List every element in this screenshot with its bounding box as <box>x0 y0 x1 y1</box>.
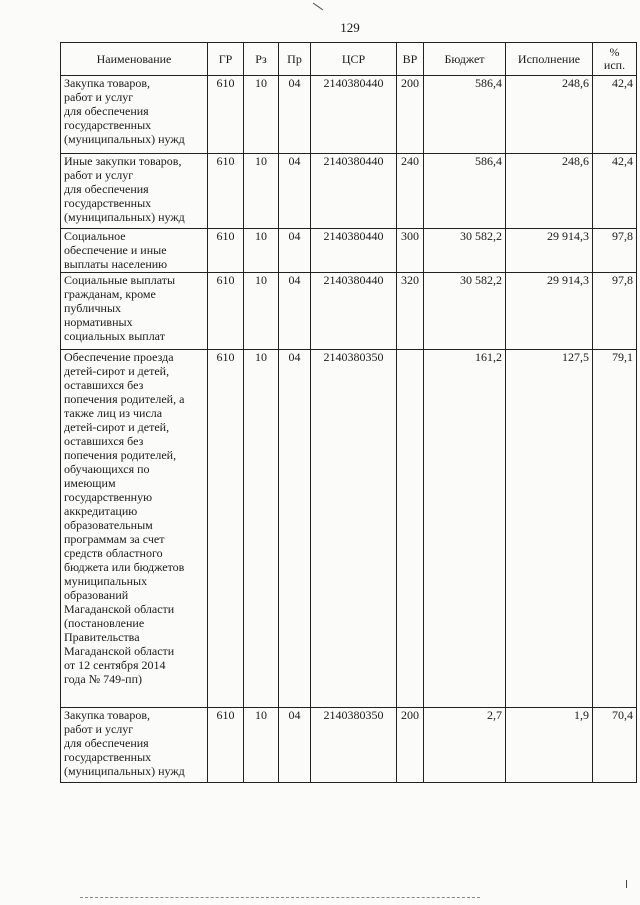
row-percent: 70,4 <box>593 708 637 783</box>
row-gr: 610 <box>208 350 244 708</box>
row-execution: 127,5 <box>506 350 593 708</box>
row-csr: 2140380350 <box>311 350 397 708</box>
row-name: Социальные выплаты гражданам, кроме публичных нормативных социальных выплат <box>61 273 208 350</box>
row-name: Обеспечение проезда детей-сирот и детей, оставшихся без попечения родителей, а также лиц из числа детей-сирот и детей, оставшихся без попечения родителей, обучающихся по имеющим государственную аккредитацию образовательным программам за счет средств областного бюджета или бюджетов муниципальных образований Магаданской области (постановление Правительства Магаданской области от 12 сентября 2014 года № 749-пп) <box>61 350 208 708</box>
row-gr: 610 <box>208 229 244 273</box>
header-rz: Рз <box>244 43 279 76</box>
row-vr: 200 <box>397 76 424 154</box>
row-budget: 586,4 <box>424 154 506 229</box>
page-number: 129 <box>340 20 360 35</box>
row-percent: 97,8 <box>593 273 637 350</box>
row-csr: 2140380440 <box>311 76 397 154</box>
header-budget: Бюджет <box>424 43 506 76</box>
row-execution: 248,6 <box>506 154 593 229</box>
budget-table <box>60 42 637 783</box>
row-vr: 320 <box>397 273 424 350</box>
row-budget: 30 582,2 <box>424 273 506 350</box>
row-pr: 04 <box>279 350 311 708</box>
row-budget: 2,7 <box>424 708 506 783</box>
row-percent: 79,1 <box>593 350 637 708</box>
header-pr: Пр <box>279 43 311 76</box>
row-name: Закупка товаров, работ и услуг для обеспечения государственных (муниципальных) нужд <box>61 708 208 783</box>
row-pr: 04 <box>279 154 311 229</box>
row-execution: 1,9 <box>506 708 593 783</box>
row-percent: 97,8 <box>593 229 637 273</box>
row-gr: 610 <box>208 708 244 783</box>
row-rz: 10 <box>244 154 279 229</box>
scan-footer-rule <box>80 897 480 898</box>
row-pr: 04 <box>279 273 311 350</box>
row-percent: 42,4 <box>593 76 637 154</box>
row-name: Социальное обеспечение и иные выплаты населению <box>61 229 208 273</box>
row-rz: 10 <box>244 229 279 273</box>
scan-corner-mark <box>626 880 627 888</box>
row-gr: 610 <box>208 154 244 229</box>
row-csr: 2140380440 <box>311 273 397 350</box>
table-row <box>61 229 637 273</box>
table-row <box>61 350 637 708</box>
header-percent: % исп. <box>593 43 637 76</box>
row-gr: 610 <box>208 273 244 350</box>
row-percent: 42,4 <box>593 154 637 229</box>
row-csr: 2140380440 <box>311 229 397 273</box>
scan-mark <box>313 3 323 11</box>
row-gr: 610 <box>208 76 244 154</box>
table-row <box>61 273 637 350</box>
table-row <box>61 708 637 783</box>
row-vr <box>397 350 424 708</box>
row-rz: 10 <box>244 708 279 783</box>
row-vr: 240 <box>397 154 424 229</box>
row-rz: 10 <box>244 350 279 708</box>
header-execution: Исполнение <box>506 43 593 76</box>
table-row <box>61 154 637 229</box>
row-csr: 2140380350 <box>311 708 397 783</box>
row-budget: 30 582,2 <box>424 229 506 273</box>
row-execution: 29 914,3 <box>506 273 593 350</box>
header-csr: ЦСР <box>311 43 397 76</box>
row-vr: 200 <box>397 708 424 783</box>
row-budget: 586,4 <box>424 76 506 154</box>
row-name: Закупка товаров, работ и услуг для обеспечения государственных (муниципальных) нужд <box>61 76 208 154</box>
header-gr: ГР <box>208 43 244 76</box>
table-header-row <box>61 43 637 76</box>
row-pr: 04 <box>279 708 311 783</box>
header-name: Наименование <box>61 43 208 76</box>
row-execution: 29 914,3 <box>506 229 593 273</box>
row-name: Иные закупки товаров, работ и услуг для обеспечения государственных (муниципальных) нужд <box>61 154 208 229</box>
row-pr: 04 <box>279 76 311 154</box>
row-rz: 10 <box>244 273 279 350</box>
row-vr: 300 <box>397 229 424 273</box>
table-row <box>61 76 637 154</box>
row-rz: 10 <box>244 76 279 154</box>
row-pr: 04 <box>279 229 311 273</box>
row-budget: 161,2 <box>424 350 506 708</box>
row-execution: 248,6 <box>506 76 593 154</box>
header-vr: ВР <box>397 43 424 76</box>
row-csr: 2140380440 <box>311 154 397 229</box>
